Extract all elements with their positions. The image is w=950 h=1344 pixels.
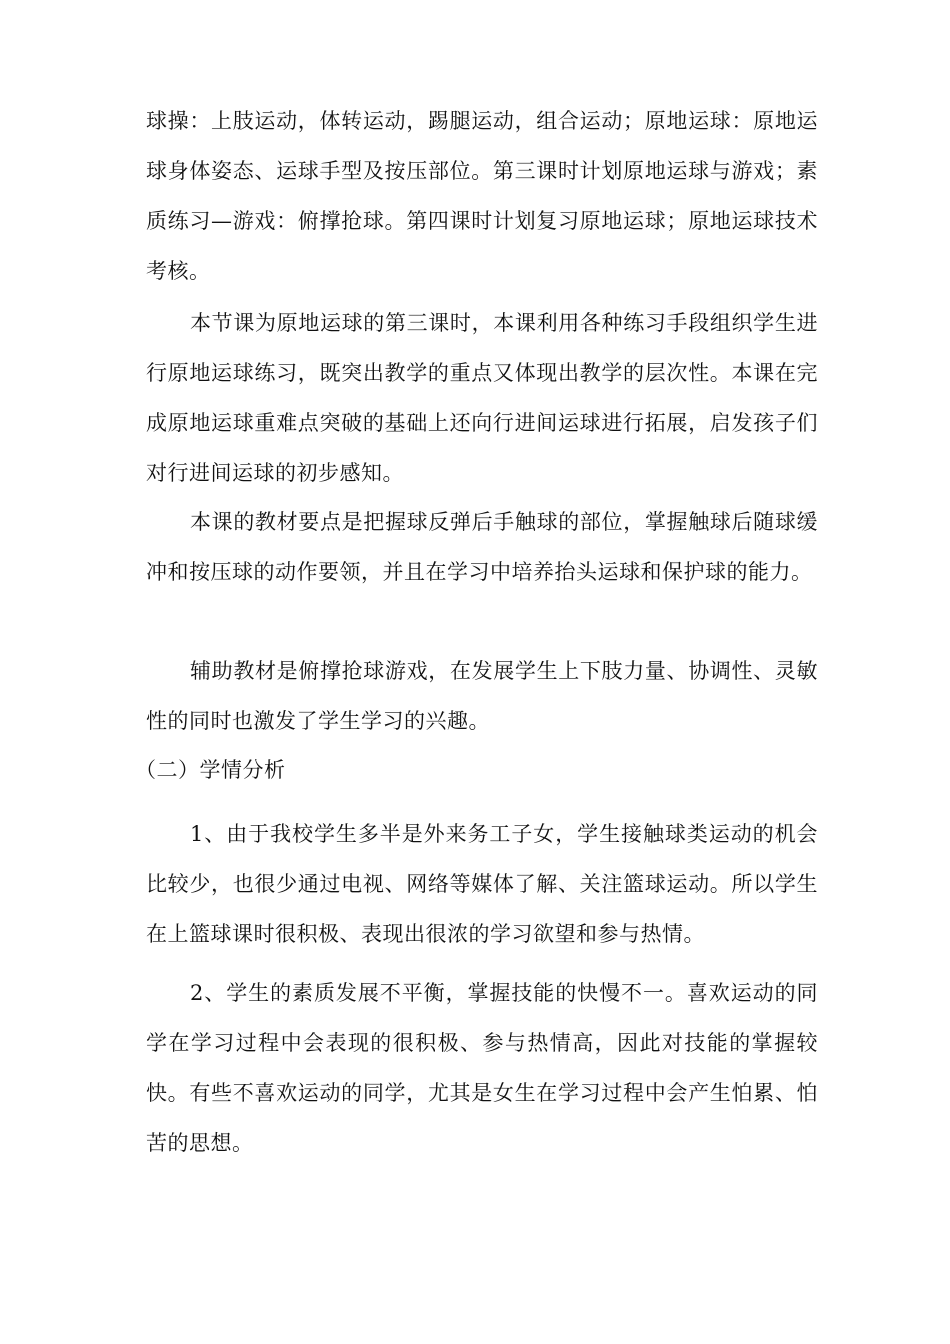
paragraph-auxiliary-material: 辅助教材是俯撑抢球游戏，在发展学生上下肢力量、协调性、灵敏性的同时也激发了学生学习的兴趣。 bbox=[146, 659, 818, 733]
section-heading-student-analysis: （二）学情分析 bbox=[135, 758, 286, 782]
paragraph-continued-lesson-plan: 球操：上肢运动，体转运动，踢腿运动，组合运动；原地运球：原地运球身体姿态、运球手型及按压部位。第三课时计划原地运球与游戏；素质练习—游戏：俯撑抢球。第四课时计划复习原地运球；原地运球技术考核。 bbox=[146, 109, 818, 283]
paragraph-key-points: 本课的教材要点是把握球反弹后手触球的部位，掌握触球后随球缓冲和按压球的动作要领，并且在学习中培养抬头运球和保护球的能力。 bbox=[146, 510, 818, 584]
analysis-item-2: 2、学生的素质发展不平衡，掌握技能的快慢不一。喜欢运动的同学在学习过程中会表现的很积极、参与热情高，因此对技能的掌握较快。有些不喜欢运动的同学，尤其是女生在学习过程中会产生怕累、怕苦的思想。 bbox=[146, 981, 818, 1155]
analysis-item-1: 1、由于我校学生多半是外来务工子女，学生接触球类运动的机会比较少，也很少通过电视、网络等媒体了解、关注篮球运动。所以学生在上篮球课时很积极、表现出很浓的学习欲望和参与热情。 bbox=[146, 822, 818, 946]
paragraph-lesson-overview: 本节课为原地运球的第三课时，本课利用各种练习手段组织学生进行原地运球练习，既突出教学的重点又体现出教学的层次性。本课在完成原地运球重难点突破的基础上还向行进间运球进行拓展，启发孩子们对行进间运球的初步感知。 bbox=[146, 311, 818, 485]
